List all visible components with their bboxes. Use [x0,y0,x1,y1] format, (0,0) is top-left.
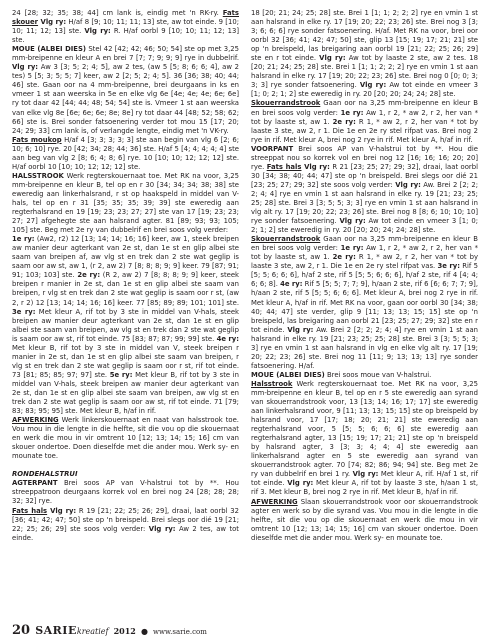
body-text: 18 [20; 21; 24; 25; 28] ste. Brei 1 [1; 1; 2; 2; 2] rye en vmin 1 st aan halsrand in elke ry. 17 [19; 20; 22; 23; 26] ste. Brei nog 3 [3; 3; 6; 6; 6] rye sonder fatsoenering. H/af. Met RK na voor, brei oor oorbl 32 [36; 41; 42; 47; 50] ste, glip 13 [15; 19; 17; 21; 21] ste op 'n breispeld, las breigaring aan oorbl 19 [21; 22; 25; 26; 29] ste en r tot einde. [251,9,478,63]
section-heading: AGTERPANT [12,479,58,488]
left-text-column [12,9,239,543]
section-heading: 5e ry: [109,370,133,379]
body-text: Gaan oor na 3,25 mm-breipenne en kleur B en brei soos volg verder: [251,99,478,117]
body-text: H/af 8 [9; 10; 11; 11; 13] ste, aw tot einde. 9 [10; 10; 11; 12; 13] ste. [12,18,239,36]
section-heading: VOORPANT [251,144,294,153]
body-text: Aw 1, r 2, * aw 2, r 2, her van * tot by laaste st, aw 1. [251,244,479,262]
section-heading: 1e ry: [12,235,35,244]
section-heading: 3e ry: [437,262,460,271]
footer-separator: ● [140,627,148,636]
paragraph [12,235,239,416]
paragraph [12,470,239,479]
body-text: Met kleur B, rif tot by 3 ste in middel van V, steek breipen r manier in 2e st, dan 1e st en glip albei ste saam van breipen, r vlg st en trek dan 2 ste wat geglip is saam oor r st, rif tot einde. 73 [81; 85; 85; 97; 97] ste. [12,343,239,379]
section-heading: 1e ry: [340,244,364,253]
section-heading: Vlg ry: [301,162,330,171]
paragraph [12,479,239,506]
section-heading: Fats moukop [12,135,62,144]
section-heading: 2e ry: [332,253,356,262]
section-heading: Skouerrandstrook [251,99,321,108]
section-heading: 2e ry: [77,271,101,280]
body-text: Brei soos AP van V-halstrui tot by **. Hou streeppatroon deurgaans korrek vol en brei nog 24 [28; 28; 28; 32; 32] rye. [12,479,239,506]
body-text: Rif 5 [5; 5; 6; 6; 6], h/af 2 ste, rif 5 [5; 5; 6; 6; 6], h/af 2 ste, rif 4 [4; 4; 6; 6; 8]. [251,262,478,289]
paragraph [12,45,239,135]
body-text: R 1, * aw 2, r 2, her van * tot by laaste 3 ste, aw 2, r 1. Die 1e en 2e ry stel rifpat vas. Brei nog 2 rye in rif. Met kleur A, brei nog 2 rye in rif. Met kleur A, h/af in rif. [251,117,479,144]
body-text: H/af 4 [3; 3; 3; 3; 3] ste aan begin van vlg 6 [2; 6; 10; 6; 10] rye. 20 [42; 34; 28; 44; 36] ste. H/af 5 [4; 4; 4; 4; 4] ste aan beg van vlg 2 [8; 6; 4; 8; 6] rye. 10 [10; 10; 12; 12; 12] ste. H/af oorbl 10 [10; 10; 12; 12; 12] ste. [12,135,239,171]
section-heading: Fats hals [266,162,302,171]
magazine-brand-suffix: kreatief [76,627,109,636]
section-heading: Vlg ry: [148,524,176,533]
section-heading: 4e ry: [216,334,239,343]
section-heading: MOUE (ALBEI DIES) [12,45,87,54]
body-text: Aw. Brei 2 [2; 2; 2; 4; 4] rye en vmin 1 st aan halsrand in elke ry. 19 [21; 23; 25; 25; 28] ste. Brei 3 [3; 5; 5; 3; 3] rye en vmin 1 st aan halsrand in vlg en elke vlg alt ry. 17 [19; 20; 22; 23; 26] ste. Brei nog 11 [11; 9; 13; 13; 13] rye sonder fatsoenering. H/af. [251,325,478,370]
body-text: Slaan skouerrandstrook voor oor skouerrandstrook agter en werk so by die syrand vas. Vou mou in die lengte in die helfte, sit die vou op die skouernaat en werk die mou in vir omtrent 10 [12; 13; 14; 15; 16] cm van skouer ondertoe. Doen dieselfde met die ander mou. Werk sy- en mounate toe. [251,497,478,542]
body-text: Brei soos moue van V-halstrui. [324,370,432,379]
section-heading: Vlg ry: [84,27,111,36]
paragraph [251,99,478,144]
website-url: www.sarie.com [153,628,207,636]
paragraph [251,380,478,498]
paragraph [12,507,239,543]
right-text-column [251,9,478,543]
paragraph [251,371,478,380]
body-text: Werk regterskouernaat toe. Met RK na voor, 3,25 mm-breipenne en kleur B, tel op en r 5 ste eweredig aan syrand van skouerrandstrook voor, 13 [13; 14; 16; 17; 17] ste eweredig aan linkerhalsrand voor, 9 [11; 13; 13; 15; 15] ste op breispeld by halsrand voor, 17 [17; 18; 20; 21; 21] ste eweredig aan regterhalsrand voor, 5 [5; 5; 6; 6; 6] ste eweredig aan regterhalsrand agter, 13 [15; 19; 17; 21; 21] ste op 'n breispeld by halsrand agter, 3 [3; 3; 4; 4; 4] ste eweredig aan linkerhalsrand agter en 5 ste eweredig aan syrand van skouerrandstrook agter. 70 [74; 82; 86; 94; 94] ste. Beg met 2e ry van dubbelrif en brei 1 ry. [251,379,478,479]
section-heading: 1e ry: [340,108,364,117]
section-heading: Vlg ry: [319,54,346,63]
section-heading: Vlg ry: [359,81,387,90]
body-text: Aw tot by laaste 2 ste, aw 2 tes. 18 [20; 21; 24; 25; 28] ste. Brei 1 [1; 1; 2; 2; 2] rye en vmin 1 st aan halsrand in elke ry. 17 [19; 20; 22; 23; 26] ste. Brei nog 0 [0; 0; 3; 3; 3] rye sonder fatsoenering. [251,54,479,90]
section-heading: Vlg ry: [395,180,421,189]
section-heading: Fats skouer [12,9,239,27]
body-text: Werk linkerskouernaat en naat van halsstrook toe. Vou mou in die lengte in die helfte, sit die vou op die skouernaat en werk die mou in vir omtrent 10 [12; 13; 14; 15; 16] cm van skouer ondertoe. Doen dieselfde met die ander mou. Werk sy- en mounate toe. [12,416,239,461]
body-text: R 19 [21; 22; 25; 26; 29], draai, laat oorbl 32 [36; 41; 42; 47; 50] ste op 'n breispeld. Brei slegs oor dié 19 [21; 22; 25; 26; 29] ste soos volg verder: [12,506,239,533]
body-text: Werk regterskouernaat toe. Met RK na voor, 3,25 mm-breipenne en kleur B, tel op en r 30 [34; 34; 34; 38; 38] ste eweredig aan linkerhalsrand, r st op haakspeld in middel van V-hals, tel op en r 31 [35; 35; 35; 39; 39] ste eweredig aan regterhalsrand en 19 [19; 23; 23; 27; 27] ste van 17 [19; 23; 23; 27; 27] afgehegte ste aan halsrand agter. 81 [89; 93; 93; 105; 105] ste. Beg met 2e ry van dubbelrif en brei soos volg verder: [12,171,239,235]
paragraph [251,145,478,235]
paragraph [12,416,239,461]
body-text: Aw tot einde en vmeer 3 [1; 0; 2; 1; 2] ste eweredig in ry. 20 [20; 20; 24; 24; 28] ste. [251,81,479,99]
body-text: Brei soos AP van V-halstrui tot by **. Hou die streeppat nou so korrek vol en brei nog 12 [16; 16; 16; 20; 20] rye. [251,144,478,171]
page-footer [12,619,207,638]
section-heading: Vlg ry: [38,18,67,27]
section-heading: Halsstrook [251,379,293,388]
body-text: Aw 3 [3; 5; 2; 4; 5], aw 2 tes, (aw 5 [5; 8; 6; 6; 4], aw 2 tes) 5 [5; 3; 5; 5; 7] keer, aw 2 [2; 5; 2; 4; 5]. 36 [36; 38; 40; 44; 46] ste. Gaan oor na 4 mm-breipenne, brei deurgaans in ks en vmeer 1 st aan weerska in 5e en elke vlg 6e [4e; 4e; 4e; 6e; 6e] ry tot daar 42 [44; 44; 48; 54; 54] ste is. Vmeer 1 st aan weerska van elke vlg 8e [6e; 6e; 6e; 8e; 8e] ry tot daar 44 [48; 52; 58; 62; 66] ste is. Brei sonder fatsoenering verder tot mou 15 [17; 20; 24; 29; 33] cm lank is, of verlangde lengte, eindig met 'n VK-ry. [12,63,240,135]
paragraph [251,235,478,371]
magazine-brand: SARIE [35,624,77,637]
body-text: Stel 42 [42; 42; 46; 50; 54] ste op met 3,25 mm-breipenne en kleur A en brei 7 [7; 7; 9; 9; 9] rye in dubbelrif. [12,45,239,63]
section-heading: AFWERKING [251,497,298,506]
body-text: (Aw2, r2) 12 [13; 14; 14; 16; 16] keer, aw 1, steek breipen aw manier deur agterkant van 2e st, dan 1e st en glip albei ste saam van breipen af, aw vlg st en trek dan 2 ste wat geglip is saam oor aw st, aw 1, (r 2, aw 2) 7 [8; 8; 8; 9; 9] keer. 79 [87; 91; 91; 103; 103] ste. [12,235,239,280]
paragraph [251,498,478,543]
body-text: Met kleur A, rif tot by laaste 3 ste, h/aan 1 st, rif 3. Met kleur B, brei nog 2 rye in rif. Met kleur B, h/af in rif. [251,479,478,497]
body-text: Gaan oor na 3,25 mm-breipenne en kleur B en brei soos volg verder: [251,235,478,253]
section-heading: Vlg ry: [339,217,366,226]
body-text: Aw. Brei 2 [2; 2; 2; 4; 4] rye en vmin 1 st aan halsrand in elke ry. 19 [21; 23; 25; 25; 28] ste. Brei 3 [3; 5; 5; 3; 3] rye en vmin 1 st aan halsrand in vlg alt ry. 17 [19; 20; 22; 23; 26] ste. Brei nog 8 [8; 6; 10; 10; 10] rye sonder fatsoenering. [251,180,478,226]
section-heading: 3e ry: [12,307,36,316]
section-heading: HALSSTROOK [12,171,64,180]
section-heading: MOUE (ALBEI DIES) [251,370,325,379]
section-heading: 4e ry: [280,280,303,289]
body-text: R 1, * aw 2, r 2, her van * tot by laaste 3 ste, aw 2, r 1. Die 1e en 2e ry stel rifpat vas. [251,253,479,271]
body-text: Met kleur A, rif tot by 3 ste in middel van V-hals, steek breipen aw manier deur agterkant van 2e st, dan 1e st en glip albei ste saam van breipen, aw vlg st en trek dan 2 ste wat geglip is saam oor aw st, rif tot einde. 75 [83; 87; 87; 99; 99] ste. [12,307,240,343]
paragraph [251,9,478,99]
section-heading: Skouerrandstrook [251,235,321,244]
body-text: Rif 5 [5; 5; 7; 7; 9], h/aan 2 ste, rif 6 [6; 6; 7; 7; 9], h/aan 2 ste, rif 5 [5; 5; 6; 6; 6]. Met kleur A, brei nog 2 rye in rif. Met kleur A, h/af in rif. Met RK na voor, gaan oor oorbl 30 [34; 38; 40; 44; 47] ste verder, glip 9 [11; 13; 13; 15; 15] ste op 'n breispeld, las breigaring aan oorbl 21 [23; 25; 27; 29; 32] ste en r tot einde. [251,280,478,334]
body-text: Met kleur B, rif tot by 3 ste in middel van V-hals, steek breipen aw manier deur agterkant van 2e st, dan 1e st en glip albei ste saam van breipen, aw vlg st en trek dan 2 ste wat geglip is saam oor aw st, rif tot einde. 71 [79; 83; 83; 95; 95] ste. Met kleur B, h/af in rif. [12,370,239,416]
section-heading: 2e ry: [332,117,356,126]
body-text: (R 2, aw 2) 7 [8; 8; 8; 9; 9] keer, steek breipen r manier in 2e st, dan 1e st en glip albei ste saam van breipen, r vlg st en trek dan 2 ste wat geglip is saam oor r st, (aw 2, r 2) 12 [13; 14; 14; 16; 16] keer. 77 [85; 89; 89; 101; 101] ste. [12,271,240,307]
body-text: Aw 2 tes, aw tot einde. [12,524,239,542]
body-text: Aw 1, r 2, * aw 2, r 2, her van * tot by laaste st, aw 1. [251,108,479,126]
section-heading: Vlg ry: [352,470,379,479]
section-heading: Vlg ry: [12,63,39,72]
body-text: Aw tot einde en vmeer 3 [1; 0; 2; 1; 2] ste eweredig in ry. 20 [20; 20; 24; 24; 28] ste. [251,217,478,235]
section-heading: RONDEHALSTRUI [12,470,78,479]
section-heading: Vlg ry: [287,325,314,334]
body-text: R 21 [23; 25; 27; 29; 32], draai, laat oorbl 30 [34; 38; 40; 44; 47] ste op 'n breispeld. Brei slegs oor dié 21 [23; 25; 27; 29; 32] ste soos volg verder: [251,162,478,189]
paragraph [12,172,239,235]
body-text: R. H/af oorbl 9 [10; 10; 11; 12; 13] ste. [12,27,240,45]
paragraph [12,9,239,45]
body-text: Met kleur A, rif. H/af 1 st, rif tot einde. [251,470,479,488]
section-heading: Fats hals [12,506,48,515]
paragraph [12,136,239,172]
section-heading: Vlg ry: [287,479,314,488]
section-heading: Vlg ry: [47,506,77,515]
section-heading: AFWERKING [12,416,59,425]
issue-year: 2012 [113,626,136,636]
body-text: 24 [28; 32; 35; 38; 44] cm lank is, eindig met 'n RK-ry. [12,9,223,17]
page-number: 20 [12,623,31,638]
